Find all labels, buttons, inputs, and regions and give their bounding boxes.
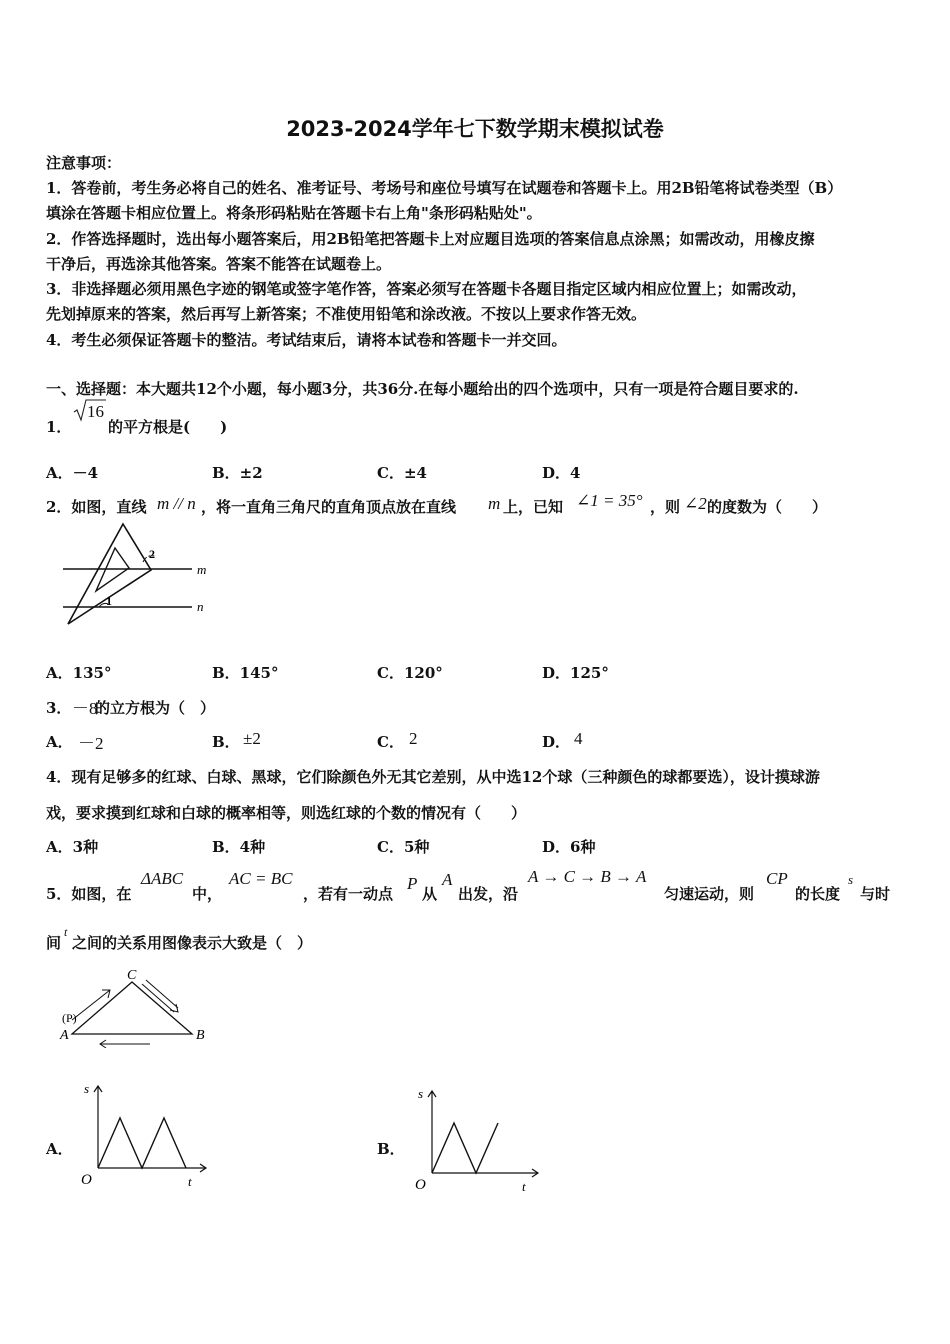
q2-math-m: m (488, 494, 501, 513)
q5-math-cp: CP (766, 869, 788, 888)
label-c: C (127, 968, 137, 983)
notes-line-3: 2．作答选择题时，选出每小题答案后，用2B铅笔把答题卡上对应题目选项的答案信息点涂黑；如需改动，用橡皮擦 (46, 230, 815, 248)
q2-option-b[interactable]: B．145° (212, 664, 279, 682)
q3-option-a-letter[interactable]: A． (46, 733, 73, 751)
q5-math-p: P (407, 874, 418, 893)
q4-option-a[interactable]: A．3种 (46, 838, 99, 856)
section-heading: 一、选择题：本大题共12个小题，每小题3分，共36分.在每小题给出的四个选项中，只有一项是符合题目要求的. (46, 380, 799, 398)
page-title: 2023-2024学年七下数学期末模拟试卷 (286, 117, 664, 141)
q5-text-4: 从 (422, 885, 438, 903)
q3-expr: －8 (72, 699, 98, 718)
q2-math-angle2: ∠2 (684, 494, 707, 513)
q5-text-8: 与时 (860, 885, 891, 903)
q2-text-3: 上，已知 (503, 498, 564, 516)
q4-option-c[interactable]: C．5种 (377, 838, 430, 856)
label-o: O (415, 1177, 426, 1193)
notes-line-1: 1．答卷前，考生务必将自己的姓名、准考证号、考场号和座位号填写在试题卷和答题卡上。用2B铅笔将试卷类型（B） (46, 179, 843, 197)
q4-option-b[interactable]: B．4种 (212, 838, 266, 856)
q3-option-c-value[interactable]: 2 (409, 729, 418, 748)
q5-option-b-label[interactable]: B． (377, 1140, 405, 1158)
q3-option-b-letter[interactable]: B． (212, 733, 240, 751)
q1-option-a[interactable]: A．－4 (46, 464, 99, 482)
label-p: (P) (62, 1011, 77, 1025)
q2-option-d[interactable]: D．125° (542, 664, 609, 682)
label-t: t (522, 1179, 526, 1194)
q5-triangle-figure (52, 966, 222, 1048)
q3-option-b-value[interactable]: ±2 (243, 729, 261, 748)
q2-math-parallel: m // n (157, 494, 196, 513)
q2-text-2: ，将一直角三角尺的直角顶点放在直线 (201, 498, 457, 516)
label-s: s (84, 1081, 90, 1096)
q1-option-c[interactable]: C．±4 (377, 464, 427, 482)
q5-text-5: 出发，沿 (458, 885, 519, 903)
label-b: B (196, 1028, 205, 1043)
label-2: 2 (149, 547, 155, 561)
q5-math-s: s (848, 872, 854, 887)
notes-line-7: 4．考生必须保证答题卡的整洁。考试结束后，请将本试卷和答题卡一并交回。 (46, 331, 567, 349)
label-o: O (81, 1172, 92, 1188)
q5-math-ac-bc: AC = BC (229, 869, 293, 888)
q5-text-3: ，若有一动点 (303, 885, 394, 903)
q1-sqrt-arg: 16 (87, 402, 104, 421)
q4-option-d[interactable]: D．6种 (542, 838, 596, 856)
label-1: 1 (106, 594, 112, 608)
q5-math-triangle: ΔABC (141, 869, 184, 888)
q2-math-angle1: ∠1 = 35° (576, 491, 643, 510)
q5-line2-b: 之间的关系用图像表示大致是（ ） (72, 934, 313, 952)
q3-option-a-value[interactable]: －2 (78, 734, 104, 753)
q5-text-7: 的长度 (795, 885, 841, 903)
q5-text-6: 匀速运动，则 (664, 885, 755, 903)
q3-option-d-letter[interactable]: D． (542, 733, 571, 751)
q2-text-5: 的度数为（ ） (707, 498, 828, 516)
q4-line-1: 4．现有足够多的红球、白球、黑球，它们除颜色外无其它差别，从中选12个球（三种颜色的球都要选），设计摸球游 (46, 768, 820, 786)
q2-text-1: 2．如图，直线 (46, 498, 147, 516)
q5-option-a-label[interactable]: A． (46, 1140, 73, 1158)
notes-line-4: 干净后，再选涂其他答案。答案不能答在试题卷上。 (46, 255, 392, 273)
notes-line-6: 先划掉原来的答案，然后再写上新答案；不准使用铅笔和涂改液。不按以上要求作答无效。 (46, 305, 647, 323)
q2-option-a[interactable]: A．135° (46, 664, 112, 682)
q5-math-path: A → C → B → A (528, 867, 647, 886)
q2-figure (55, 518, 220, 633)
q2-option-c[interactable]: C．120° (377, 664, 443, 682)
arrow-a-to-c (72, 990, 110, 1020)
q5-option-b-graph[interactable] (410, 1081, 550, 1199)
q5-text-2: 中， (192, 885, 223, 903)
q1-option-d[interactable]: D．4 (542, 464, 581, 482)
q3-text: 的立方根为（ ） (95, 699, 216, 717)
arrow-c-to-b-line2 (146, 980, 178, 1008)
label-t: t (188, 1174, 192, 1189)
q1-option-b[interactable]: B．±2 (212, 464, 263, 482)
label-m: m (197, 562, 207, 577)
arrowhead-c-to-b (170, 1004, 178, 1012)
label-a: A (60, 1028, 69, 1043)
q3-number: 3． (46, 699, 72, 717)
q3-option-c-letter[interactable]: C． (377, 733, 404, 751)
q5-math-a: A (442, 870, 453, 889)
q1-number: 1． (46, 418, 72, 436)
graph-a-curve (98, 1118, 186, 1168)
triangle-abc (72, 982, 192, 1034)
q2-text-4: ，则 (650, 498, 681, 516)
notes-line-5: 3．非选择题必须用黑色字迹的钢笔或签字笔作答，答案必须写在答题卡各题目指定区域内相应位置上；如需改动， (46, 280, 807, 298)
q5-line2-a: 间 (46, 934, 62, 952)
arrow-c-to-b (142, 984, 174, 1012)
q3-option-d-value[interactable]: 4 (574, 729, 583, 748)
q1-text: 的平方根是( ) (108, 418, 228, 436)
q5-math-t: t (64, 925, 68, 939)
q5-option-a-graph[interactable] (76, 1076, 216, 1194)
notes-line-2: 填涂在答题卡相应位置上。将条形码粘贴在答题卡右上角"条形码粘贴处"。 (46, 204, 542, 222)
q4-line-2: 戏，要求摸到红球和白球的概率相等，则选红球的个数的情况有（ ） (46, 804, 527, 822)
graph-b-curve (432, 1123, 498, 1173)
triangle-ruler-outer (68, 524, 151, 624)
q5-text-1: 5．如图，在 (46, 885, 132, 903)
notes-heading: 注意事项： (46, 154, 122, 172)
label-s: s (418, 1086, 424, 1101)
label-n: n (197, 599, 204, 614)
